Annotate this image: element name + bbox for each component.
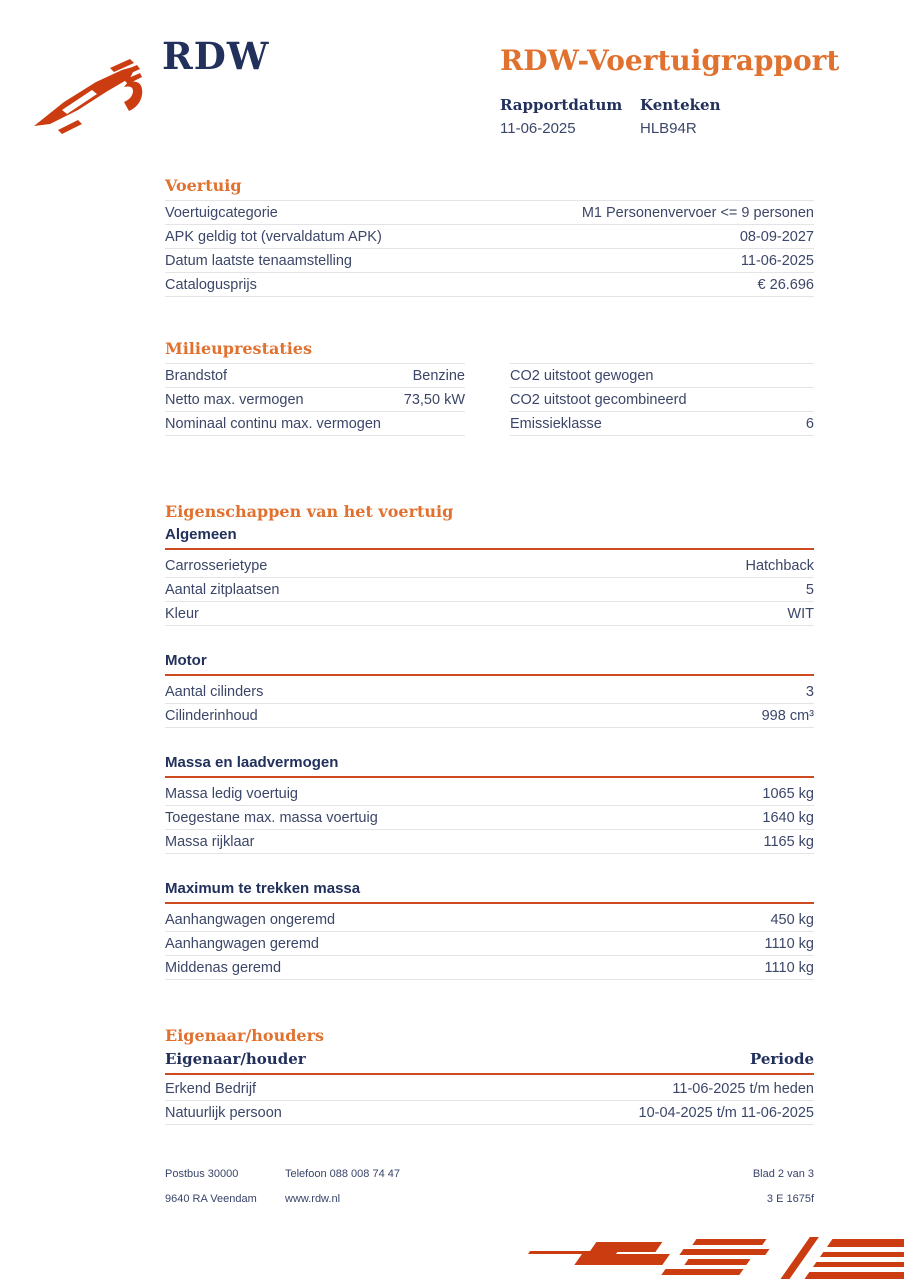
subsection-title: Maximum te trekken massa (165, 880, 814, 904)
row-value: 998 cm³ (761, 708, 814, 724)
section-eigenschappen (165, 502, 814, 980)
footer-city: 9640 RA Veendam (165, 1193, 257, 1205)
row-value: 1110 kg (764, 960, 814, 976)
report-meta (500, 96, 780, 137)
page-footer (165, 1168, 814, 1218)
report-date-label: Rapportdatum (500, 96, 623, 114)
footer-phone: Telefoon 088 008 74 47 (285, 1168, 400, 1180)
table-row (510, 388, 814, 412)
row-label: Aantal zitplaatsen (165, 582, 280, 598)
row-value: € 26.696 (757, 277, 814, 293)
table-row (165, 273, 814, 297)
report-date-block (500, 96, 640, 137)
section-voertuig (165, 176, 814, 297)
period-column-header: Periode (749, 1050, 814, 1068)
row-value: Hatchback (745, 558, 814, 574)
row-value: WIT (787, 606, 814, 622)
row-value: 1065 kg (762, 786, 814, 802)
footer-doc-code: 3 E 1675f (766, 1193, 814, 1205)
owner-period: 10-04-2025 t/m 11-06-2025 (638, 1105, 814, 1121)
row-value: 1640 kg (762, 810, 814, 826)
row-label: Middenas geremd (165, 960, 282, 976)
table-row (165, 1077, 814, 1101)
table-row (165, 932, 814, 956)
section-title-eigenaren: Eigenaar/houders (165, 1026, 325, 1045)
subsection-title: Algemeen (165, 526, 814, 550)
row-value: 6 (805, 416, 814, 432)
report-content (165, 176, 814, 1125)
table-row (165, 249, 814, 273)
row-value: Benzine (412, 368, 465, 384)
row-label: Nominaal continu max. vermogen (165, 416, 381, 432)
row-label: Aanhangwagen ongeremd (165, 912, 336, 928)
row-value: 450 kg (770, 912, 814, 928)
subsection-title: Motor (165, 652, 814, 676)
row-label: Cilinderinhoud (165, 708, 258, 724)
row-label: APK geldig tot (vervaldatum APK) (165, 229, 382, 245)
table-row (165, 680, 814, 704)
row-value: 1110 kg (764, 936, 814, 952)
row-label: CO2 uitstoot gecombineerd (510, 392, 687, 408)
subsection-motor (165, 652, 814, 728)
table-row (165, 908, 814, 932)
section-title-eigenschappen: Eigenschappen van het voertuig (165, 502, 454, 521)
row-value: 08-09-2027 (739, 229, 814, 245)
row-label: Catalogusprijs (165, 277, 257, 293)
kenteken-value: HLB94R (640, 120, 697, 137)
owner-name: Erkend Bedrijf (165, 1081, 257, 1097)
row-value: 5 (805, 582, 814, 598)
table-row (165, 412, 465, 436)
table-row (165, 201, 814, 225)
row-label: Carrosserietype (165, 558, 268, 574)
table-row (165, 554, 814, 578)
table-row (165, 806, 814, 830)
rdw-logo-text: RDW (162, 34, 270, 78)
page-title: RDW-Voertuigrapport (500, 44, 840, 77)
section-eigenaren (165, 1026, 814, 1125)
row-value: 73,50 kW (403, 392, 465, 408)
footer-postbus: Postbus 30000 (165, 1168, 239, 1180)
row-label: Toegestane max. massa voertuig (165, 810, 378, 826)
table-row (165, 602, 814, 626)
table-row (165, 704, 814, 728)
table-row (165, 782, 814, 806)
row-value: 3 (805, 684, 814, 700)
row-value: 11-06-2025 (740, 253, 814, 269)
row-label: Emissieklasse (510, 416, 602, 432)
footer-page-number: Blad 2 van 3 (752, 1168, 814, 1180)
subsection-title: Massa en laadvermogen (165, 754, 814, 778)
table-row (165, 225, 814, 249)
table-row (165, 1101, 814, 1125)
row-value: M1 Personenvervoer <= 9 personen (581, 205, 814, 221)
milieu-left-column (165, 363, 465, 436)
rdw-wing-icon (34, 50, 146, 134)
owner-column-header: Eigenaar/houder (165, 1050, 306, 1068)
row-value: 1165 kg (763, 834, 814, 850)
row-label: Datum laatste tenaamstelling (165, 253, 352, 269)
report-date-value: 11-06-2025 (500, 120, 576, 137)
owner-name: Natuurlijk persoon (165, 1105, 282, 1121)
row-label: Netto max. vermogen (165, 392, 304, 408)
kenteken-label: Kenteken (640, 96, 721, 114)
row-label: Kleur (165, 606, 199, 622)
footer-website: www.rdw.nl (285, 1193, 341, 1205)
milieu-right-column (510, 363, 814, 436)
row-label: Aantal cilinders (165, 684, 264, 700)
rdw-stripes-decoration-icon (512, 1234, 904, 1280)
owner-period: 11-06-2025 t/m heden (672, 1081, 814, 1097)
table-row (165, 364, 465, 388)
table-row (510, 412, 814, 436)
row-label: Brandstof (165, 368, 228, 384)
kenteken-block (640, 96, 780, 137)
row-label: Massa rijklaar (165, 834, 255, 850)
row-label: Voertuigcategorie (165, 205, 278, 221)
row-label: CO2 uitstoot gewogen (510, 368, 654, 384)
owner-table-header (165, 1050, 814, 1075)
subsection-algemeen (165, 526, 814, 626)
table-row (510, 364, 814, 388)
table-row (165, 388, 465, 412)
subsection-trekken-massa (165, 880, 814, 980)
section-milieuprestaties (165, 339, 814, 436)
row-label: Aanhangwagen geremd (165, 936, 319, 952)
table-row (165, 578, 814, 602)
table-row (165, 956, 814, 980)
section-title-milieuprestaties: Milieuprestaties (165, 339, 312, 358)
row-label: Massa ledig voertuig (165, 786, 298, 802)
section-title-voertuig: Voertuig (165, 176, 242, 195)
table-row (165, 830, 814, 854)
subsection-massa (165, 754, 814, 854)
